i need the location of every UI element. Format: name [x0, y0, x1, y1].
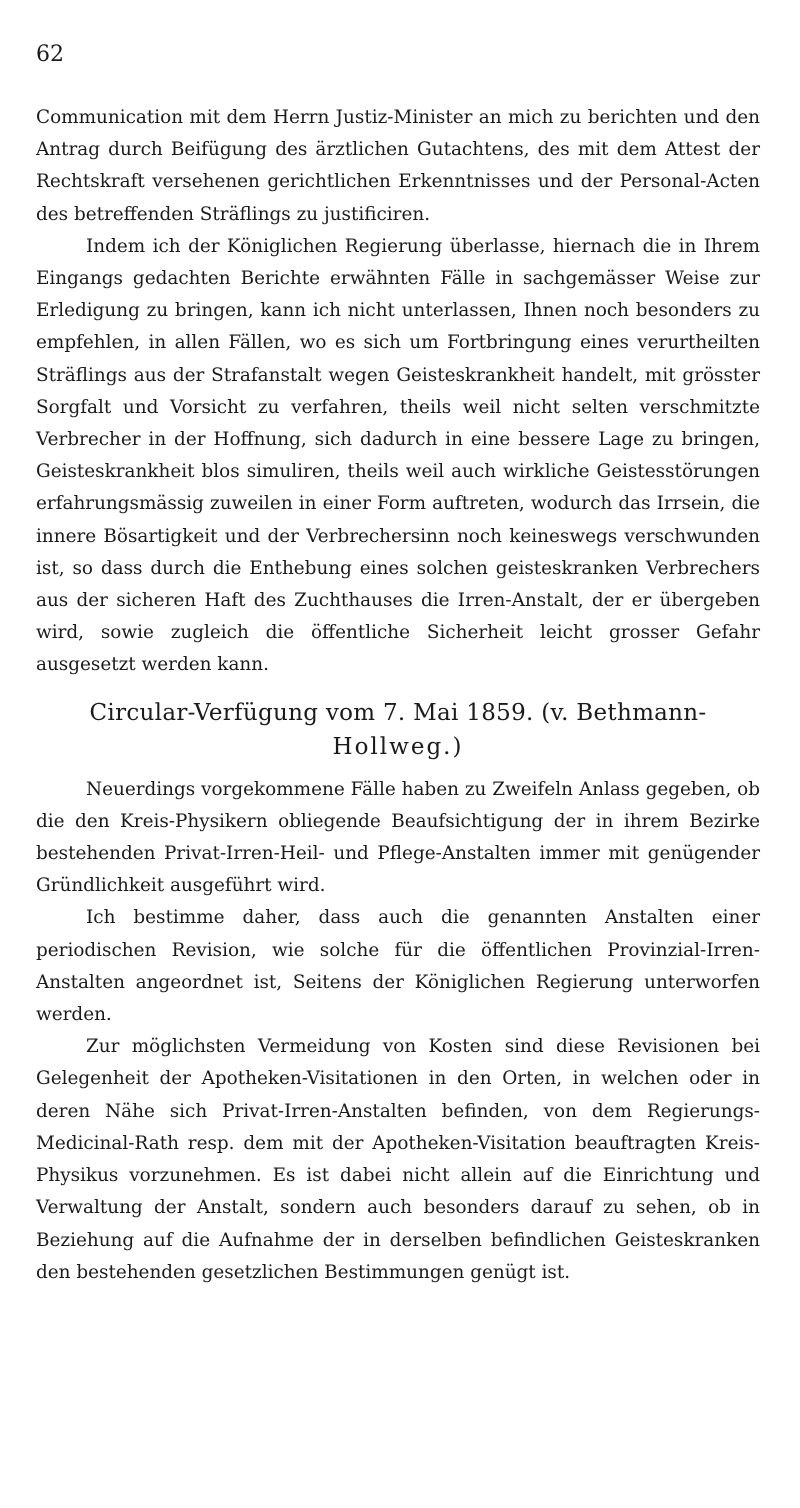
paragraph-costs: Zur möglichsten Vermeidung von Kosten sind diese Revisionen bei Gelegenheit der Apotheken-Visitationen in den Orten, in welchen oder in deren Nähe sich Privat-Irren-Anstalten befinden, von dem Regierungs-Medicinal-Rath resp. dem mit der Apotheken-Visitation beauftragten Kreis-Physikus vorzunehmen. Es ist dabei nicht allein auf die Einrichtung und Verwaltung der Anstalt, sondern auch besonders darauf zu sehen, ob in Beziehung auf die Aufnahme der in derselben befindlichen Geisteskranken den bestehenden gesetzlichen Bestimmungen genügt ist.	[36, 1036, 760, 1283]
section-heading	[36, 696, 760, 764]
paragraph-decree: Ich bestimme daher, dass auch die genannten Anstalten einer periodischen Revision, wie solche für die öffentlichen Provinzial-Irren-Anstalten angeordnet ist, Seitens der Königlichen Regierung unterworfen werden.	[36, 907, 760, 1026]
page-number: 62	[36, 42, 64, 67]
paragraph-continuation: Communication mit dem Herrn Justiz-Minister an mich zu berichten und den Antrag durch Beifügung des ärztlichen Gutachtens, des mit dem Attest der Rechtskraft versehenen gerichtlichen Erkenntnisses und der Personal-Acten des betreffenden Sträflings zu justificiren.	[36, 107, 760, 225]
paragraph-cases: Neuerdings vorgekommene Fälle haben zu Zweifeln Anlass gegeben, ob die den Kreis-Physikern obliegende Beaufsichtigung der in ihrem Bezirke bestehenden Privat-Irren-Heil- und Pflege-Anstalten immer mit genügender Gründlichkeit ausgeführt wird.	[36, 778, 760, 897]
section-heading-line-1: Circular-Verfügung vom 7. Mai 1859. (v. Bethmann-	[89, 699, 707, 726]
paragraph-recommendation: Indem ich der Königlichen Regierung überlasse, hiernach die in Ihrem Eingangs gedachten Berichte erwähnten Fälle in sachgemässer Weise zur Erledigung zu bringen, kann ich nicht unterlassen, Ihnen noch besonders zu empfehlen, in allen Fällen, wo es sich um Fortbringung eines verurtheilten Sträflings aus der Strafanstalt wegen Geisteskrankheit handelt, mit grösster Sorgfalt und Vorsicht zu verfahren, theils weil nicht selten verschmitzte Verbrecher in der Hoffnung, sich dadurch in eine bessere Lage zu bringen, Geisteskrankheit blos simuliren, theils weil auch wirkliche Geistesstörungen erfahrungsmässig zuweilen in einer Form auftreten, wodurch das Irrsein, die innere Bösartigkeit und der Verbrechersinn noch keineswegs verschwunden ist, so dass durch die Enthebung eines solchen geisteskranken Verbrechers aus der sicheren Haft des Zuchthauses die Irren-Anstalt, der er übergeben wird, sowie zugleich die öffentliche Sicherheit leicht grosser Gefahr ausgesetzt werden kann.	[36, 235, 760, 676]
section-heading-line-2: Hollweg.)	[332, 733, 464, 760]
